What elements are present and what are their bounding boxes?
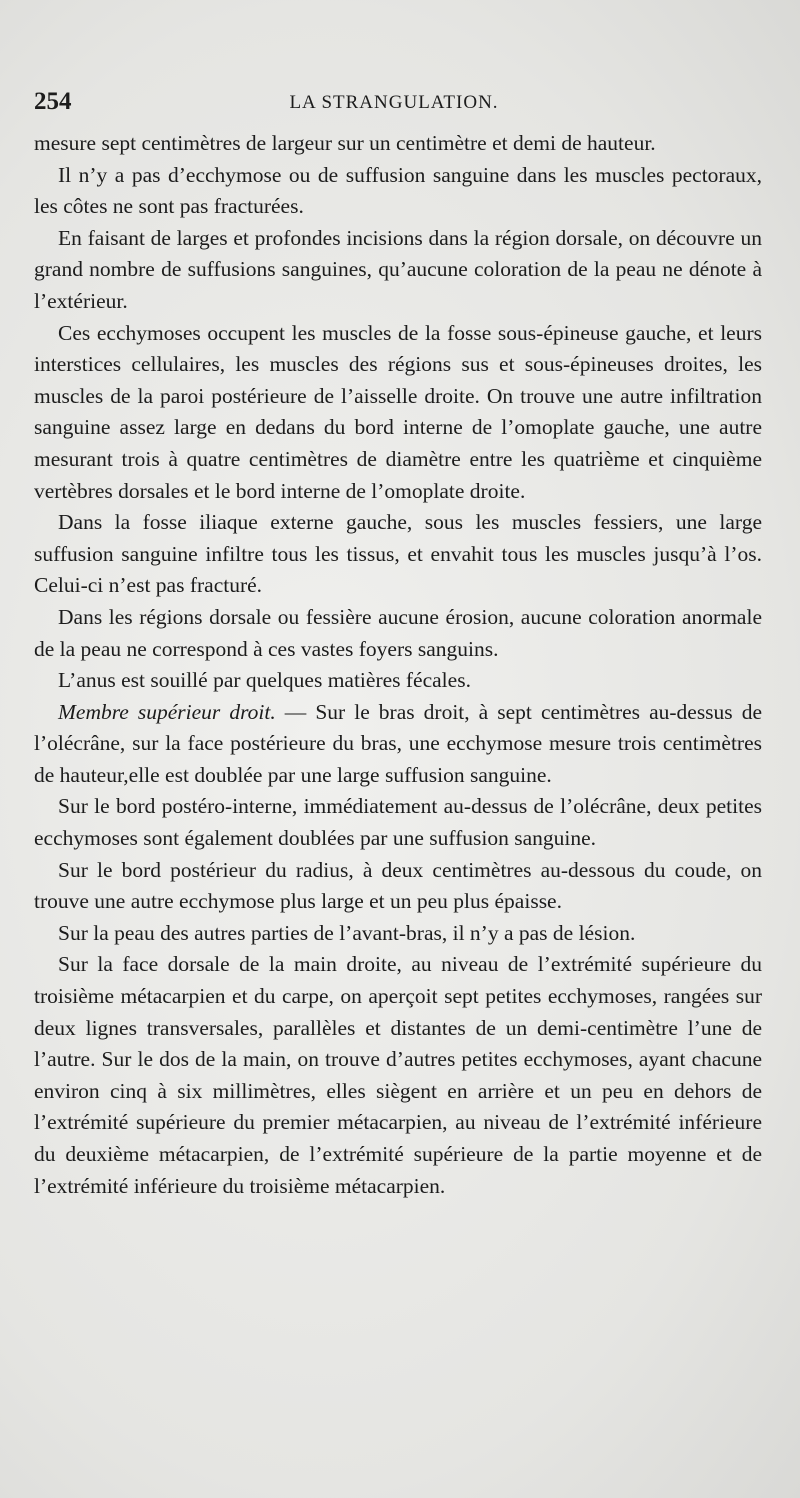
paragraph: Sur le bord postéro-interne, immédiatement au-dessus de l’olécrâne, deux petites ecchymoses sont également doublées par une suffusion sanguine.	[34, 794, 762, 851]
paragraph: En faisant de larges et profondes incisions dans la région dorsale, on découvre un grand nombre de suffusions sanguines, qu’aucune coloration de la peau ne dénote à l’extérieur.	[34, 225, 762, 313]
section-subhead: Membre supérieur droit.	[58, 699, 276, 724]
paragraph: L’anus est souillé par quelques matières fécales.	[58, 668, 471, 693]
section-dash: —	[275, 699, 316, 724]
paragraph: Il n’y a pas d’ecchymose ou de suffusion sanguine dans les muscles pectoraux, les côtes ne sont pas fracturées.	[34, 162, 762, 219]
section-text: Sur le bras droit, à sept centimètres au-dessus de l’olécrâne, sur la face postérieure du bras, une ecchymose mesure trois centimètres de hauteur,elle est doublée par une large suffusion sanguine.	[34, 699, 763, 787]
section-paragraph	[34, 697, 762, 792]
paragraph: Sur la face dorsale de la main droite, au niveau de l’extrémité supérieure du troisième métacarpien et du carpe, on aperçoit sept petites ecchymoses, rangées sur deux lignes transversales, parallèles et distantes de un demi-centimètre l’une de l’autre. Sur le dos de la main, on trouve d’autres petites ecchymoses, ayant chacune environ cinq à six millimètres, elles siègent en arrière et un peu en dehors de l’extrémité supérieure du premier métacarpien, au niveau de l’extrémité inférieure du deuxième métacarpien, de l’extrémité supérieure de la partie moyenne et de l’extrémité inférieure du troisième métacarpien.	[34, 952, 762, 1198]
paragraph: Dans la fosse iliaque externe gauche, sous les muscles fessiers, une large suffusion sanguine infiltre tous les tissus, et envahit tous les muscles jusqu’à l’os. Celui-ci n’est pas fracturé.	[34, 510, 762, 598]
paragraph: Ces ecchymoses occupent les muscles de la fosse sous-épineuse gauche, et leurs interstices cellulaires, les muscles des régions sus et sous-épineuses droites, les muscles de la paroi postérieure de l’aisselle droite. On trouve une autre infiltration sanguine assez large en dedans du bord interne de l’omoplate gauche, une autre mesurant trois à quatre centimètres de diamètre entre les quatrième et cinquième vertèbres dorsales et le bord interne de l’omoplate droite.	[34, 320, 762, 503]
paragraph: Sur la peau des autres parties de l’avant-bras, il n’y a pas de lésion.	[58, 920, 636, 945]
body-text	[34, 128, 762, 1202]
paragraph: Dans les régions dorsale ou fessière aucune érosion, aucune coloration anormale de la peau ne correspond à ces vastes foyers sanguins.	[34, 604, 762, 661]
paragraph-continuation: mesure sept centimètres de largeur sur un centimètre et demi de hauteur.	[34, 131, 656, 155]
page-header	[34, 88, 754, 122]
page-number: 254	[34, 88, 72, 115]
running-title: LA STRANGULATION.	[289, 92, 499, 113]
paragraph: Sur le bord postérieur du radius, à deux centimètres au-dessous du coude, on trouve une autre ecchymose plus large et un peu plus épaisse.	[34, 857, 762, 914]
